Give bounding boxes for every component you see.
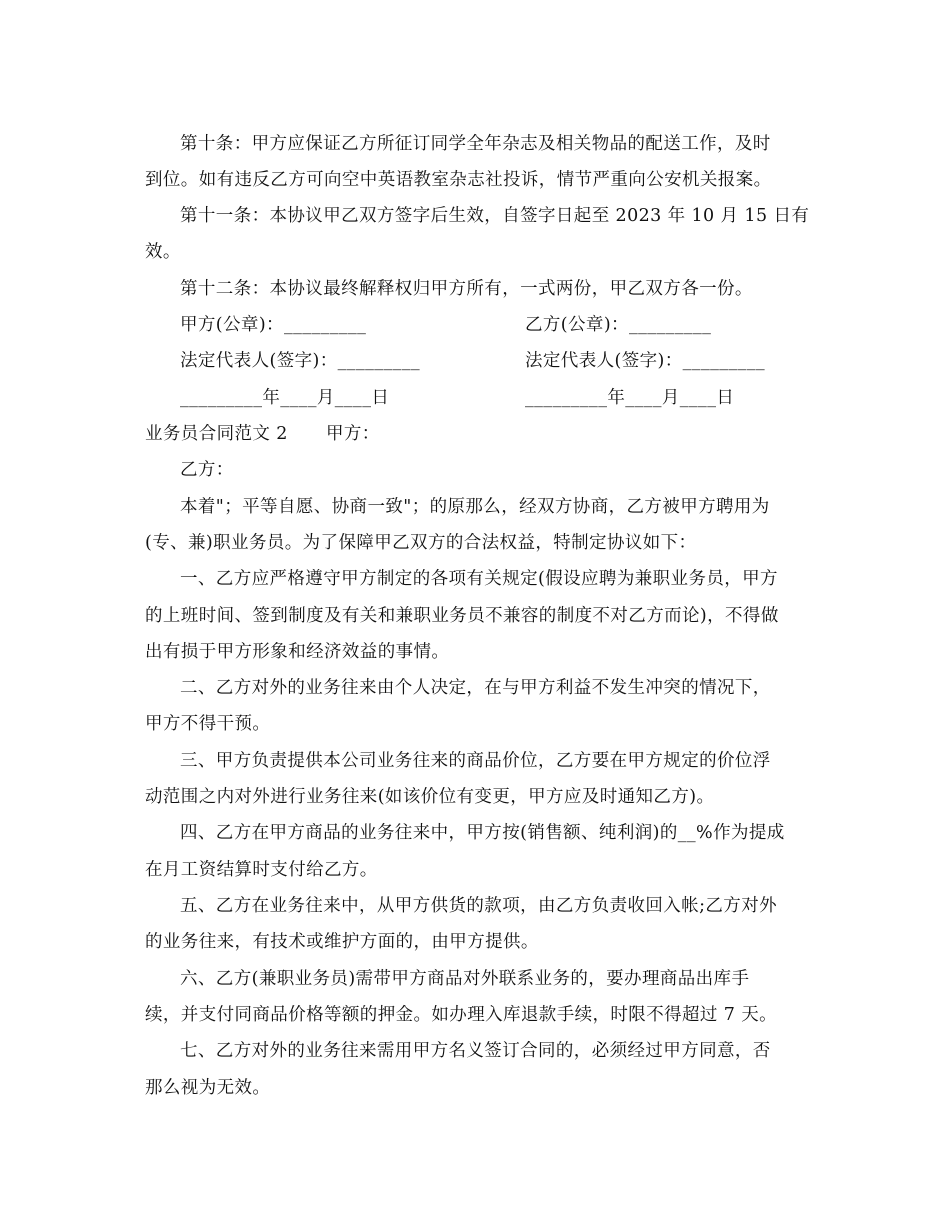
item-6-line-2: 续，并支付同商品价格等额的押金。如办理入库退款手续，时限不得超过 7 天。 <box>145 1005 778 1025</box>
party-a-representative: 法定代表人(签字)：_________ <box>180 351 421 371</box>
clause-10-line-1: 第十条：甲方应保证乙方所征订同学全年杂志及相关物品的配送工作，及时 <box>180 134 771 154</box>
clause-10-line-2: 到位。如有违反乙方可向空中英语教室杂志社投诉，情节严重向公安机关报案。 <box>145 170 772 190</box>
item-1-line-2: 的上班时间、签到制度及有关和兼职业务员不兼容的制度不对乙方而论)，不得做 <box>145 606 779 626</box>
clause-11-line-2: 效。 <box>145 242 181 262</box>
item-3-line-2: 动范围之内对外进行业务往来(如该价位有变更，甲方应及时通知乙方)。 <box>145 787 715 807</box>
contract-2-party-a: 甲方： <box>326 424 380 444</box>
contract-2-title: 业务员合同范文 2 <box>145 424 288 444</box>
item-7-line-1: 七、乙方对外的业务往来需用甲方名义签订合同的，必须经过甲方同意，否 <box>180 1041 771 1061</box>
item-7-line-2: 那么视为无效。 <box>145 1078 271 1098</box>
item-2-line-1: 二、乙方对外的业务往来由个人决定，在与甲方利益不发生冲突的情况下， <box>180 678 771 698</box>
clause-11-line-1: 第十一条：本协议甲乙双方签字后生效，自签字日起至 2023 年 10 月 15 日有 <box>180 206 810 226</box>
party-a-date: _________年____月____日 <box>180 388 390 408</box>
party-b-representative: 法定代表人(签字)：_________ <box>525 351 766 371</box>
item-1-line-1: 一、乙方应严格遵守甲方制定的各项有关规定(假设应聘为兼职业务员，甲方 <box>180 569 778 589</box>
intro-line-1: 本着"；平等自愿、协商一致"；的原那么，经双方协商，乙方被甲方聘用为 <box>180 497 770 517</box>
item-4-line-1: 四、乙方在甲方商品的业务往来中，甲方按(销售额、纯利润)的__%作为提成 <box>180 823 785 843</box>
item-3-line-1: 三、甲方负责提供本公司业务往来的商品价位，乙方要在甲方规定的价位浮 <box>180 751 771 771</box>
item-6-line-1: 六、乙方(兼职业务员)需带甲方商品对外联系业务的，要办理商品出库手 <box>180 969 750 989</box>
party-b-seal: 乙方(公章)：_________ <box>525 315 712 335</box>
item-4-line-2: 在月工资结算时支付给乙方。 <box>145 860 378 880</box>
contract-2-party-b: 乙方： <box>180 460 234 480</box>
item-2-line-2: 甲方不得干预。 <box>145 714 271 734</box>
item-5-line-2: 的业务往来，有技术或维护方面的，由甲方提供。 <box>145 932 539 952</box>
party-a-seal: 甲方(公章)：_________ <box>180 315 367 335</box>
clause-12: 第十二条：本协议最终解释权归甲方所有，一式两份，甲乙双方各一份。 <box>180 279 753 299</box>
item-5-line-1: 五、乙方在业务往来中，从甲方供货的款项，由乙方负责收回入帐;乙方对外 <box>180 896 777 916</box>
item-1-line-3: 出有损于甲方形象和经济效益的事情。 <box>145 642 450 662</box>
party-b-date: _________年____月____日 <box>525 388 735 408</box>
intro-line-2: (专、兼)职业务员。为了保障甲乙双方的合法权益，特制定协议如下： <box>145 533 697 553</box>
